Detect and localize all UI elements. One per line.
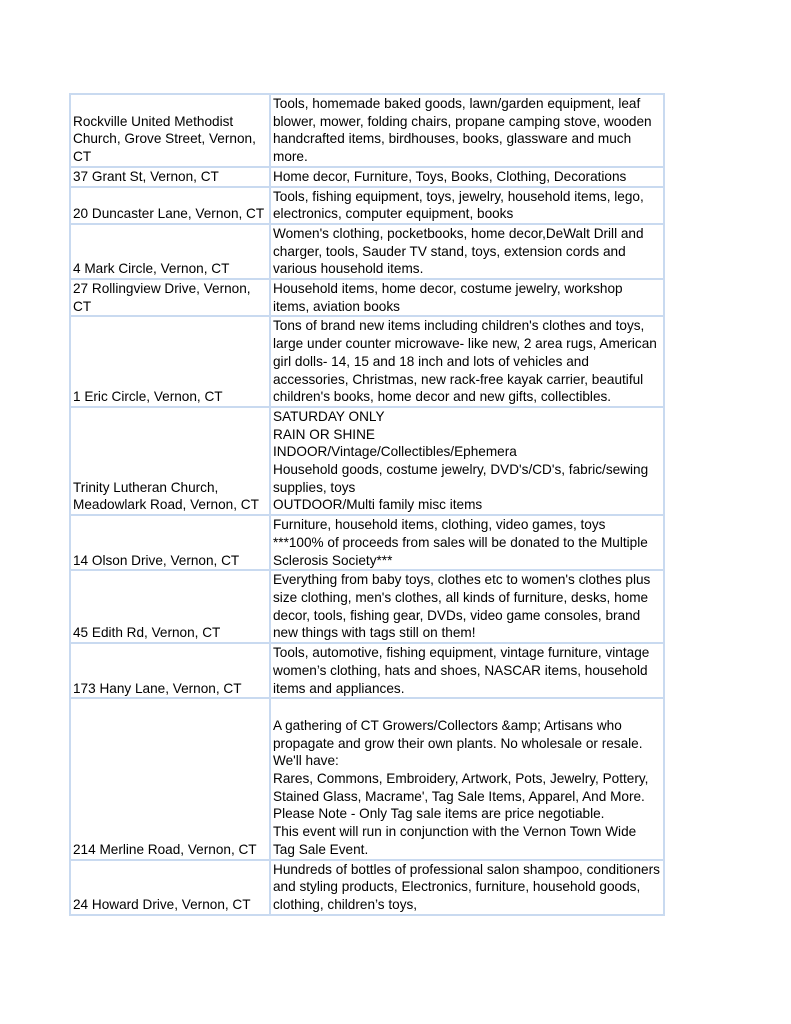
items-cell: Household items, home decor, costume jewelry, workshop items, aviation books: [270, 279, 664, 316]
table-row: [70, 187, 664, 224]
items-cell: Tools, homemade baked goods, lawn/garden equipment, leaf blower, mower, folding chairs, propane camping stove, wooden handcrafted items, birdhouses, books, glassware and much more.: [270, 94, 664, 167]
items-cell: Furniture, household items, clothing, video games, toys ***100% of proceeds from sales will be donated to the Multiple Sclerosis Society***: [270, 515, 664, 570]
table-row: [70, 316, 664, 407]
table-row: [70, 407, 664, 515]
address-cell: 24 Howard Drive, Vernon, CT: [70, 860, 270, 915]
items-cell: SATURDAY ONLY RAIN OR SHINE INDOOR/Vintage/Collectibles/Ephemera Household goods, costume jewelry, DVD's/CD's, fabric/sewing supplies, toys OUTDOOR/Multi family misc items: [270, 407, 664, 515]
items-cell: Tools, fishing equipment, toys, jewelry, household items, lego, electronics, computer equipment, books: [270, 187, 664, 224]
table-row: [70, 224, 664, 279]
tag-sale-listing: [69, 93, 665, 916]
address-cell: 173 Hany Lane, Vernon, CT: [70, 643, 270, 698]
items-cell: Home decor, Furniture, Toys, Books, Clothing, Decorations: [270, 167, 664, 187]
items-cell: Women's clothing, pocketbooks, home decor,DeWalt Drill and charger, tools, Sauder TV stand, toys, extension cords and various household items.: [270, 224, 664, 279]
address-cell: 1 Eric Circle, Vernon, CT: [70, 316, 270, 407]
address-cell: Trinity Lutheran Church, Meadowlark Road, Vernon, CT: [70, 407, 270, 515]
tag-sale-table: [69, 93, 665, 916]
table-row: [70, 279, 664, 316]
table-row: [70, 515, 664, 570]
table-row: [70, 167, 664, 187]
table-row: [70, 860, 664, 915]
table-row: [70, 698, 664, 859]
address-cell: 45 Edith Rd, Vernon, CT: [70, 570, 270, 643]
items-cell: Tons of brand new items including children's clothes and toys, large under counter microwave- like new, 2 area rugs, American girl dolls- 14, 15 and 18 inch and lots of vehicles and accessories, Christmas, new rack-free kayak carrier, beautiful children's books, home decor and new gifts, collectibles.: [270, 316, 664, 407]
address-cell: 4 Mark Circle, Vernon, CT: [70, 224, 270, 279]
items-cell: A gathering of CT Growers/Collectors &amp; Artisans who propagate and grow their own plants. No wholesale or resale. We'll have: Rares, Commons, Embroidery, Artwork, Pots, Jewelry, Pottery, Stained Glass, Macrame', Tag Sale Items, Apparel, And More. Please Note - Only Tag sale items are price negotiable. This event will run in conjunction with the Vernon Town Wide Tag Sale Event.: [270, 698, 664, 859]
address-cell: 37 Grant St, Vernon, CT: [70, 167, 270, 187]
items-cell: Tools, automotive, fishing equipment, vintage furniture, vintage women’s clothing, hats and shoes, NASCAR items, household items and appliances.: [270, 643, 664, 698]
address-cell: Rockville United Methodist Church, Grove Street, Vernon, CT: [70, 94, 270, 167]
address-cell: 214 Merline Road, Vernon, CT: [70, 698, 270, 859]
items-cell: Everything from baby toys, clothes etc to women's clothes plus size clothing, men's clothes, all kinds of furniture, desks, home decor, tools, fishing gear, DVDs, video game consoles, brand new things with tags still on them!: [270, 570, 664, 643]
table-row: [70, 94, 664, 167]
table-row: [70, 570, 664, 643]
items-cell: Hundreds of bottles of professional salon shampoo, conditioners and styling products, Electronics, furniture, household goods, clothing, children’s toys,: [270, 860, 664, 915]
address-cell: 20 Duncaster Lane, Vernon, CT: [70, 187, 270, 224]
table-row: [70, 643, 664, 698]
address-cell: 27 Rollingview Drive, Vernon, CT: [70, 279, 270, 316]
address-cell: 14 Olson Drive, Vernon, CT: [70, 515, 270, 570]
